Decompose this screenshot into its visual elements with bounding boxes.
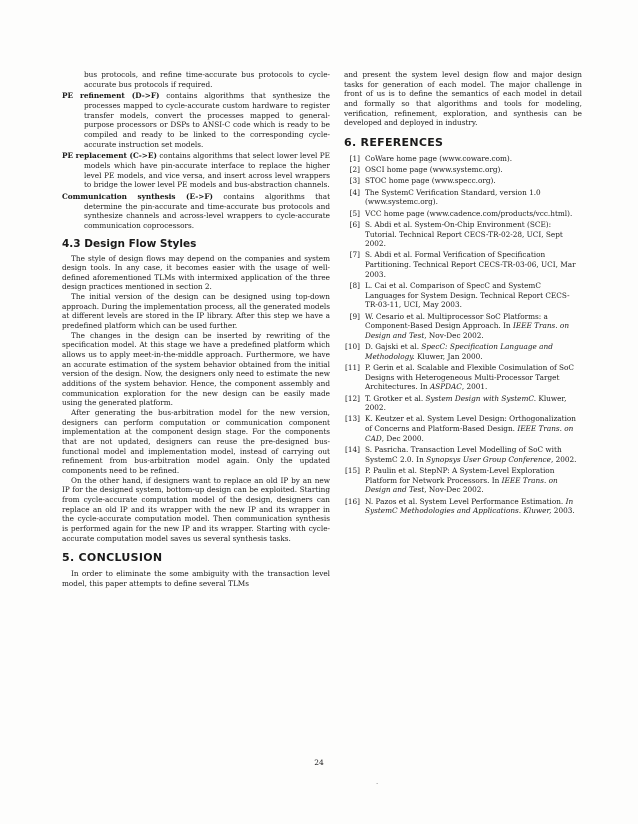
reference-number: [9] — [349, 311, 360, 321]
reference-item — [344, 281, 582, 310]
reference-number: [13] — [345, 414, 360, 424]
reference-text — [365, 445, 582, 464]
section-heading-references: 6. REFERENCES — [344, 135, 444, 149]
reference-text-tail: Kluwer, Jan 2000. — [414, 351, 483, 361]
reference-text-tail: , Dec 2000. — [381, 433, 424, 443]
reference-number: [3] — [349, 176, 360, 186]
reference-item — [344, 445, 582, 464]
item-text: contains algorithms that select lower level PE models which have pin-accurate interface to replace the higher level PE models, and vice versa, and insert across level wrappers to bridge the lower level PE models and bus-abstraction channels. — [84, 151, 330, 190]
reference-text-main: D. Gajski et al. — [365, 342, 422, 352]
reference-text-tail: , Nov-Dec 2002. — [424, 485, 484, 495]
conclusion-paragraph: In order to eliminate the some ambiguity with the transaction level model, this paper attempts to define several TLMs — [62, 569, 330, 588]
item-term: PE refinement (D->F) — [62, 91, 160, 101]
reference-text — [365, 363, 582, 392]
reference-item — [344, 220, 582, 249]
reference-text — [365, 342, 582, 361]
reference-number: [14] — [345, 445, 360, 455]
reference-item — [344, 209, 582, 219]
reference-item — [344, 188, 582, 207]
conclusion-continuation: and present the system level design flow and major design tasks for generation of each model. The major challenge in front of us is to define the semantics of each model in detail and formally so that algorithms and tools for modeling, verification, refinement, exploration, and synthesis can be developed and deployed in industry. — [344, 70, 582, 128]
item-term: PE replacement (C->E) — [62, 151, 157, 161]
reference-text-italic: System Design with SystemC. — [425, 393, 537, 403]
paragraph: The changes in the design can be inserted by rewriting of the specification model. At this stage we have a predefined platform which allows us to apply meet-in-the-middle approach. Furthermore, we have an accurate estimation of the system behavior obtained from the initial version of the design. Now, the designers only need to estimate the new additions of the system behavior. Hence, the component assembly and communication exploration for the new design can be easily made using the generated platform. — [62, 330, 330, 408]
reference-item — [344, 394, 582, 413]
reference-text-italic: IEEE Trans. on Design and Test — [365, 475, 558, 495]
reference-text — [365, 209, 582, 219]
page-number: 24 — [314, 758, 324, 767]
reference-text — [365, 497, 582, 516]
reference-number: [10] — [345, 342, 360, 352]
reference-text — [365, 188, 582, 207]
reference-text-main: OSCI home page (www.systemc.org). — [365, 165, 503, 175]
reference-text-italic: IEEE Trans. on CAD — [365, 424, 574, 443]
right-column — [344, 70, 582, 517]
paragraph: The style of design flows may depend on the companies and system design tools. In any case, it becomes easier with the usage of well-defined aforementioned TLMs with intermixed application of the three design practices mentioned in section 2. — [62, 253, 330, 292]
reference-text-main: N. Pazos et al. System Level Performance Estimation. — [365, 496, 566, 506]
reference-number: [11] — [345, 363, 360, 372]
reference-text — [365, 281, 582, 310]
reference-number: [1] — [349, 153, 360, 163]
reference-text-main: W. Cesario et al. Multiprocessor SoC Platforms: a Component-Based Design Approach. In — [365, 311, 548, 331]
reference-text-main: VCC home page (www.cadence.com/products/vcc.html). — [365, 208, 573, 218]
reference-text-main: T. Grotker et al. — [365, 393, 426, 403]
reference-item — [344, 466, 582, 495]
reference-item — [344, 154, 582, 164]
reference-text-main: CoWare home page (www.coware.com). — [365, 153, 513, 163]
reference-text-main: S. Pasricha. Transaction Level Modelling of SoC with SystemC 2.0. In — [365, 445, 562, 464]
reference-text-main: P. Paulin et al. StepNP: A System-Level Exploration Platform for Network Processors. In — [365, 465, 555, 485]
reference-text — [365, 154, 582, 164]
reference-item — [344, 250, 582, 279]
reference-text-main: The SystemC Verification Standard, version 1.0 (www.systemc.org). — [365, 187, 541, 207]
reference-text — [365, 312, 582, 341]
reference-text-tail: , 2001. — [461, 382, 488, 392]
reference-text — [365, 176, 582, 186]
reference-item — [344, 363, 582, 392]
reference-text-main: L. Cai et al. Comparison of SpecC and SystemC Languages for System Design. Technical Report CECS-TR-03-11, UCI, May 2003. — [365, 280, 570, 310]
reference-text-main: S. Abdi et al. Formal Verification of Specification Partitioning. Technical Report CECS-TR-03-06, UCI, Mar 2003. — [365, 250, 576, 279]
section-heading-4-3: 4.3 Design Flow Styles — [62, 237, 197, 250]
reference-number: [15] — [345, 465, 360, 475]
paragraph: On the other hand, if designers want to replace an old IP by an new IP for the designed system, bottom-up design can be exploited. Starting from cycle-accurate computation model of the design, designers can replace an old IP and its wrapper with the new IP and its wrapper in the cycle-accurate computation model. Then communication synthesis is performed again for the new IP and its wrapper. Starting with cycle-accurate computation model saves us several synthesis tasks. — [62, 475, 330, 543]
scan-speck: · — [376, 780, 379, 788]
reference-item — [344, 165, 582, 175]
item-pe-refinement — [62, 91, 330, 149]
left-column — [62, 70, 330, 589]
reference-text-main: K. Keutzer et al. System Level Design: Orthogonalization of Concerns and Platform-Based Design. — [365, 414, 576, 434]
item-communication-synthesis — [62, 192, 330, 231]
reference-text — [365, 394, 582, 413]
reference-text-italic: ASPDAC — [429, 382, 462, 392]
paragraph: The initial version of the design can be designed using top-down approach. During the implementation process, all the generated models at different levels are stored in the IP library. After this step we have a predefined platform which can be used further. — [62, 292, 330, 331]
reference-list — [344, 154, 582, 516]
reference-number: [12] — [345, 393, 360, 403]
reference-text-italic: SpecC: Specification Language and Methodology. — [365, 342, 553, 361]
reference-text — [365, 414, 582, 443]
reference-number: [6] — [349, 219, 360, 229]
reference-number: [4] — [349, 187, 360, 197]
reference-number: [16] — [345, 496, 360, 506]
item-term: Communication synthesis (E->F) — [62, 191, 213, 201]
item-text: contains algorithms that determine the pin-accurate and time-accurate bus protocols and synthesize channels and across-level wrappers to cycle-accurate communication coprocessors. — [84, 191, 331, 230]
paragraph: After generating the bus-arbitration model for the new version, designers can perform computation or communication component implementation at the component design stage. For the components that are not updated, designers can reuse the pre-designed bus-functional model and implementation model, instead of carrying out refinement from bus-arbitration model again. Only the updated components need to be refined. — [62, 408, 330, 475]
reference-item — [344, 414, 582, 443]
reference-item — [344, 312, 582, 341]
reference-item — [344, 497, 582, 516]
intro-continuation: bus protocols, and refine time-accurate bus protocols to cycle-accurate bus protocols if required. — [84, 70, 330, 89]
reference-item — [344, 342, 582, 361]
reference-text-tail: Kluwer, 2002. — [365, 393, 567, 413]
reference-text — [365, 250, 582, 279]
reference-text — [365, 466, 582, 495]
item-text: contains algorithms that synthesize the processes mapped to cycle-accurate custom hardware to register transfer models, convert the processes mapped to general-purpose processors or DSPs to ANSI-C code which is ready to be compiled and ready to be linked to the corresponding cycle-accurate instruction set models. — [84, 91, 330, 149]
reference-number: [5] — [349, 208, 360, 218]
reference-number: [8] — [349, 280, 360, 290]
reference-text-italic: In SystemC Methodologies and Applications. Kluwer, — [365, 496, 574, 516]
reference-text — [365, 220, 582, 249]
reference-text-tail: , 2002. — [550, 454, 577, 464]
reference-text-tail: , Nov-Dec 2002. — [424, 330, 484, 340]
reference-text-italic: Synopsys User Group Conference — [426, 454, 551, 464]
reference-text-tail: 2003. — [551, 506, 575, 516]
reference-text-main: S. Abdi et al. System-On-Chip Environment (SCE): Tutorial. Technical Report CECS-TR-02-28, UCI, Sept 2002. — [365, 219, 563, 249]
reference-number: [7] — [349, 250, 360, 260]
item-pe-replacement — [62, 151, 330, 190]
reference-item — [344, 176, 582, 186]
reference-text-italic: IEEE Trans. on Design and Test — [365, 321, 570, 340]
reference-number: [2] — [349, 165, 360, 175]
reference-text-main: STOC home page (www.specc.org). — [365, 176, 496, 186]
section-heading-conclusion: 5. CONCLUSION — [62, 551, 163, 565]
reference-text-main: P. Gerin et al. Scalable and Flexible Cosimulation of SoC Designs with Heterogeneous Multi-Processor Target Architectures. In — [365, 363, 574, 392]
reference-text — [365, 165, 582, 175]
